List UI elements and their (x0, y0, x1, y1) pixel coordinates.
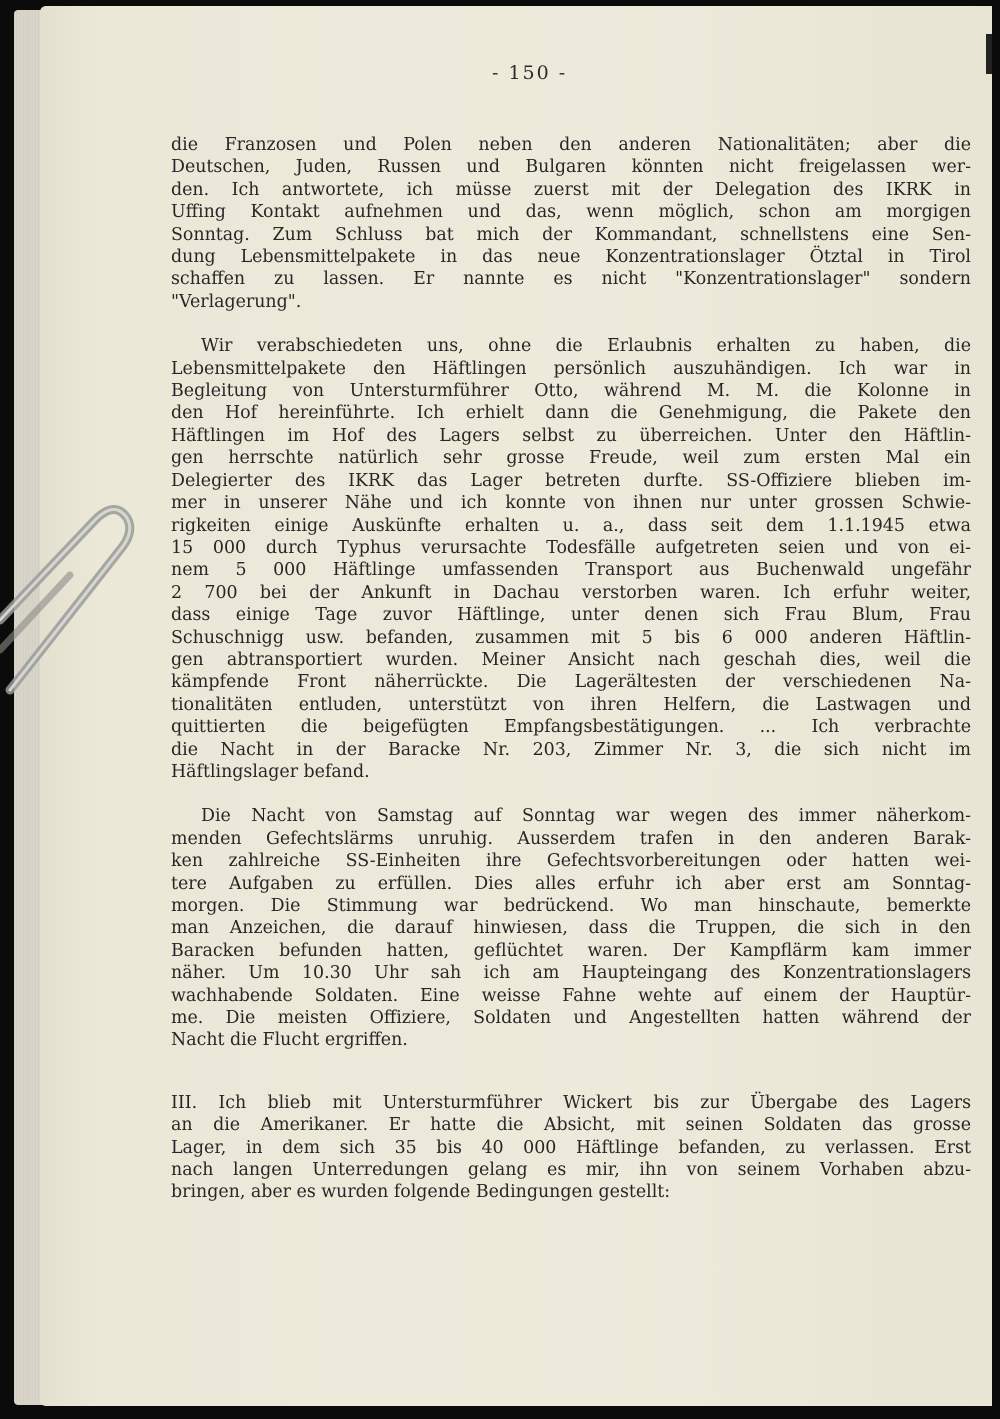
text-line: Uffing Kontakt aufnehmen und das, wenn möglich, schon am morgigen (171, 202, 971, 223)
text-line: den. Ich antwortete, ich müsse zuerst mit der Delegation des IKRK in (171, 179, 971, 200)
paragraph-4 (171, 1092, 971, 1204)
text-line: man Anzeichen, die darauf hinwiesen, dass die Truppen, die sich in den (171, 918, 971, 939)
text-line: Lager, in dem sich 35 bis 40 000 Häftlinge befanden, zu verlassen. Erst (171, 1137, 971, 1158)
text-line: kämpfende Front näherrückte. Die Lagerältesten der verschiedenen Na- (171, 672, 971, 693)
text-line: me. Die meisten Offiziere, Soldaten und Angestellten hatten während der (171, 1008, 971, 1029)
text-line: tere Aufgaben zu erfüllen. Dies alles erfuhr ich aber erst am Sonntag- (171, 873, 971, 894)
text-line: die Franzosen und Polen neben den anderen Nationalitäten; aber die (171, 135, 971, 155)
text-line: wachhabende Soldaten. Eine weisse Fahne wehte auf einem der Hauptür- (171, 985, 971, 1006)
text-line: näher. Um 10.30 Uhr sah ich am Haupteingang des Konzentrationslagers (171, 963, 971, 984)
body-text (171, 134, 971, 1226)
text-line: Wir verabschiedeten uns, ohne die Erlaubnis erhalten zu haben, die (201, 336, 971, 357)
document-page (40, 6, 992, 1406)
text-line: gen herrschte natürlich sehr grosse Freude, weil zum ersten Mal ein (171, 448, 971, 469)
text-line: morgen. Die Stimmung war bedrückend. Wo man hinschaute, bemerkte (171, 896, 971, 916)
text-line: gen abtransportiert wurden. Meiner Ansicht nach geschah dies, weil die (171, 649, 971, 670)
scan-corner-mark (986, 34, 992, 74)
text-line: Nacht die Flucht ergriffen. (171, 1030, 408, 1051)
text-line: nem 5 000 Häftlinge umfassenden Transport aus Buchenwald ungefähr (171, 560, 971, 581)
text-line: 15 000 durch Typhus verursachte Todesfälle aufgetreten seien und von ei- (171, 537, 971, 558)
page-number: - 150 - (492, 62, 568, 84)
text-line: 2 700 bei der Ankunft in Dachau verstorben waren. Ich erfuhr weiter, (171, 582, 971, 603)
paper-clip-icon (0, 500, 140, 730)
text-line: Häftlingen im Hof des Lagers selbst zu überreichen. Unter den Häftlin- (171, 425, 971, 446)
text-line: menden Gefechtslärms unruhig. Ausserdem trafen in den anderen Barak- (171, 828, 971, 849)
text-line: tionalitäten entluden, unterstützt von ihren Helfern, die Lastwagen und (171, 694, 971, 715)
text-line: quittierten die beigefügten Empfangsbestätigungen. ... Ich verbrachte (171, 717, 971, 738)
text-line: Schuschnigg usw. befanden, zusammen mit 5 bis 6 000 anderen Häftlin- (171, 627, 971, 648)
text-line: Sonntag. Zum Schluss bat mich der Kommandant, schnellstens eine Sen- (171, 224, 971, 245)
text-line: schaffen zu lassen. Er nannte es nicht "Konzentrationslager" sondern (171, 269, 971, 290)
text-line: Baracken befunden hatten, geflüchtet waren. Der Kampflärm kam immer (171, 940, 971, 961)
text-line: mer in unserer Nähe und ich konnte von ihnen nur unter grossen Schwie- (171, 493, 971, 514)
text-line: rigkeiten einige Auskünfte erhalten u. a., dass seit dem 1.1.1945 etwa (171, 515, 971, 536)
text-line: dass einige Tage zuvor Häftlinge, unter denen sich Frau Blum, Frau (171, 605, 971, 626)
text-line: III. Ich blieb mit Untersturmführer Wickert bis zur Übergabe des Lagers (171, 1092, 971, 1113)
text-line: Begleitung von Untersturmführer Otto, während M. M. die Kolonne in (171, 381, 971, 402)
paragraph-1 (171, 134, 971, 313)
text-line: die Nacht in der Baracke Nr. 203, Zimmer Nr. 3, die sich nicht im (171, 739, 971, 760)
text-line: nach langen Unterredungen gelang es mir, ihn von seinem Vorhaben abzu- (171, 1160, 971, 1181)
text-line: Delegierter des IKRK das Lager betreten durfte. SS-Offiziere blieben im- (171, 470, 971, 491)
text-line: an die Amerikaner. Er hatte die Absicht, mit seinen Soldaten das grosse (171, 1115, 971, 1136)
text-line: Häftlingslager befand. (171, 761, 370, 782)
text-line: bringen, aber es wurden folgende Bedingungen gestellt: (171, 1182, 671, 1203)
text-line: dung Lebensmittelpakete in das neue Konzentrationslager Ötztal in Tirol (171, 247, 971, 268)
text-line: Die Nacht von Samstag auf Sonntag war wegen des immer näherkom- (201, 806, 971, 827)
paragraph-2 (171, 335, 971, 783)
text-line: Deutschen, Juden, Russen und Bulgaren könnten nicht freigelassen wer- (171, 157, 971, 178)
text-line: den Hof hereinführte. Ich erhielt dann die Genehmigung, die Pakete den (171, 403, 971, 424)
text-line: ken zahlreiche SS-Einheiten ihre Gefechtsvorbereitungen oder hatten wei- (171, 851, 971, 872)
text-line: "Verlagerung". (171, 291, 302, 312)
text-line: Lebensmittelpakete den Häftlingen persönlich auszuhändigen. Ich war in (171, 358, 971, 379)
paragraph-3 (171, 805, 971, 1051)
